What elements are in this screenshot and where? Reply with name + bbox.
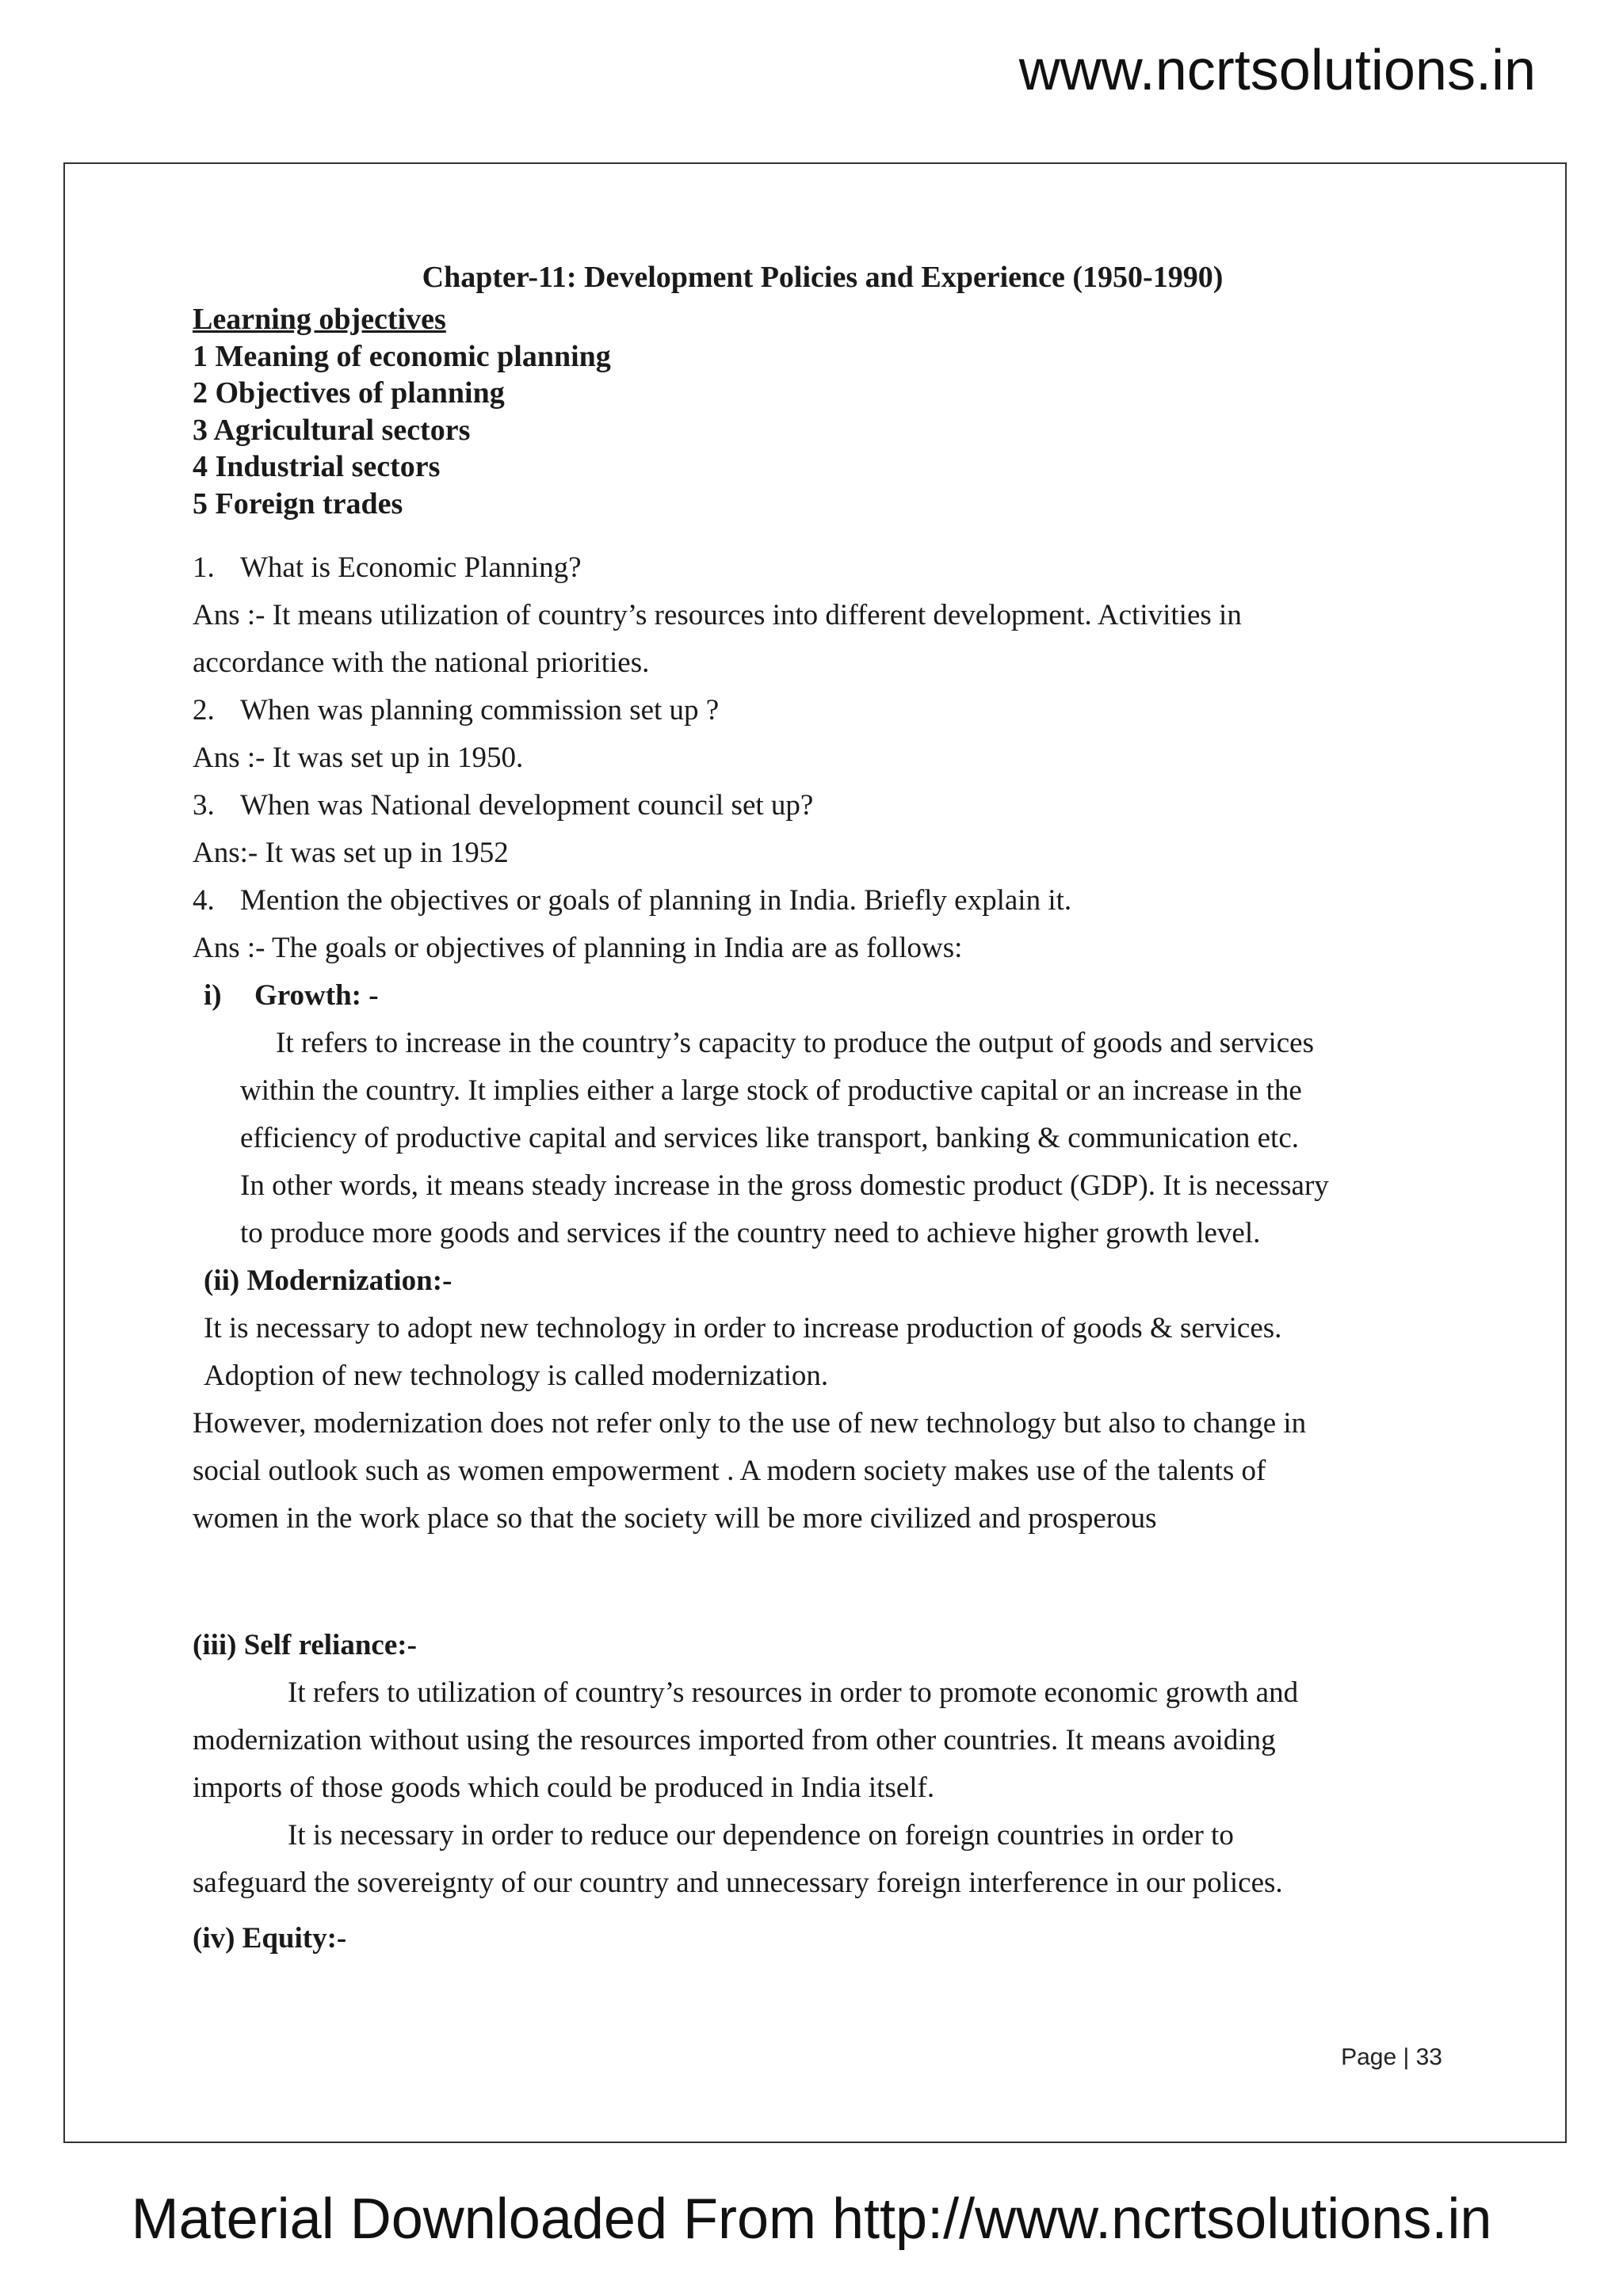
objective-item: 1 Meaning of economic planning — [193, 339, 611, 373]
growth-line: In other words, it means steady increase in the gross domestic product (GDP). It is necessary — [240, 1169, 1329, 1202]
self-reliance-line: modernization without using the resources imported from other countries. It means avoiding — [193, 1724, 1276, 1756]
learning-objectives-heading: Learning objectives — [193, 303, 446, 336]
self-reliance-line: It refers to utilization of country’s resources in order to promote economic growth and — [288, 1676, 1299, 1709]
modernization-para-line: However, modernization does not refer only to the use of new technology but also to change in — [193, 1407, 1307, 1440]
modernization-heading: (ii) Modernization:- — [204, 1264, 453, 1297]
growth-heading-text: Growth: - — [254, 979, 379, 1012]
question-text: Mention the objectives or goals of planning in India. Briefly explain it. — [240, 884, 1072, 917]
modernization-line: It is necessary to adopt new technology in order to increase production of goods & services. — [204, 1312, 1282, 1344]
modernization-para-line: women in the work place so that the society will be more civilized and prosperous — [193, 1502, 1157, 1535]
answer-line: Ans :- It means utilization of country’s resources into different development. Activities in — [193, 599, 1242, 631]
growth-line: It refers to increase in the country’s capacity to produce the output of goods and services — [276, 1027, 1314, 1059]
answer-line: Ans:- It was set up in 1952 — [193, 837, 509, 869]
answer-line: Ans :- It was set up in 1950. — [193, 742, 524, 774]
objective-item: 4 Industrial sectors — [193, 450, 441, 483]
question-number: 1. — [193, 551, 215, 584]
question-text: When was planning commission set up ? — [240, 694, 720, 727]
site-header-url[interactable]: www.ncrtsolutions.in — [1018, 39, 1536, 102]
question-number: 3. — [193, 789, 215, 822]
growth-body — [193, 1020, 1445, 1257]
document-content — [193, 254, 1445, 1962]
answer-line: Ans :- The goals or objectives of planning in India are as follows: — [193, 932, 963, 964]
self-reliance-line: It is necessary in order to reduce our dependence on foreign countries in order to — [288, 1819, 1234, 1852]
self-reliance-heading: (iii) Self reliance:- — [193, 1629, 417, 1661]
objective-item: 5 Foreign trades — [193, 486, 403, 521]
question — [193, 544, 1445, 592]
section-gap — [193, 1543, 1445, 1622]
modernization-para-line: social outlook such as women empowerment . A modern society makes use of the talents of — [193, 1455, 1266, 1487]
growth-heading — [193, 972, 1445, 1020]
growth-line: within the country. It implies either a large stock of productive capital or an increase in the — [240, 1074, 1302, 1107]
question-text: What is Economic Planning? — [240, 551, 582, 584]
question-number: 4. — [193, 884, 215, 917]
equity-heading: (iv) Equity:- — [193, 1922, 347, 1955]
question — [193, 782, 1445, 830]
footer-banner[interactable]: Material Downloaded From http://www.ncrtsolutions.in — [131, 2187, 1492, 2251]
chapter-title: Chapter-11: Development Policies and Experience (1950-1990) — [422, 261, 1224, 294]
modernization-line: Adoption of new technology is called modernization. — [204, 1360, 829, 1392]
objective-item: 3 Agricultural sectors — [193, 413, 471, 447]
question-number: 2. — [193, 694, 215, 727]
answer-line: accordance with the national priorities. — [193, 646, 650, 679]
question-text: When was National development council set up? — [240, 789, 814, 822]
question — [193, 687, 1445, 734]
modernization-section — [193, 1257, 1445, 1400]
learning-objectives — [193, 301, 1445, 522]
growth-line: to produce more goods and services if the country need to achieve higher growth level. — [240, 1217, 1261, 1249]
question — [193, 877, 1445, 925]
objective-item: 2 Objectives of planning — [193, 376, 505, 410]
page-number: Page | 33 — [1341, 2044, 1442, 2070]
growth-line: efficiency of productive capital and services like transport, banking & communication etc. — [240, 1122, 1299, 1154]
growth-roman: i) — [204, 979, 222, 1012]
self-reliance-line: imports of those goods which could be produced in India itself. — [193, 1772, 935, 1804]
questions-answers — [193, 544, 1445, 1962]
self-reliance-line: safeguard the sovereignty of our country and unnecessary foreign interference in our polices. — [193, 1867, 1283, 1899]
